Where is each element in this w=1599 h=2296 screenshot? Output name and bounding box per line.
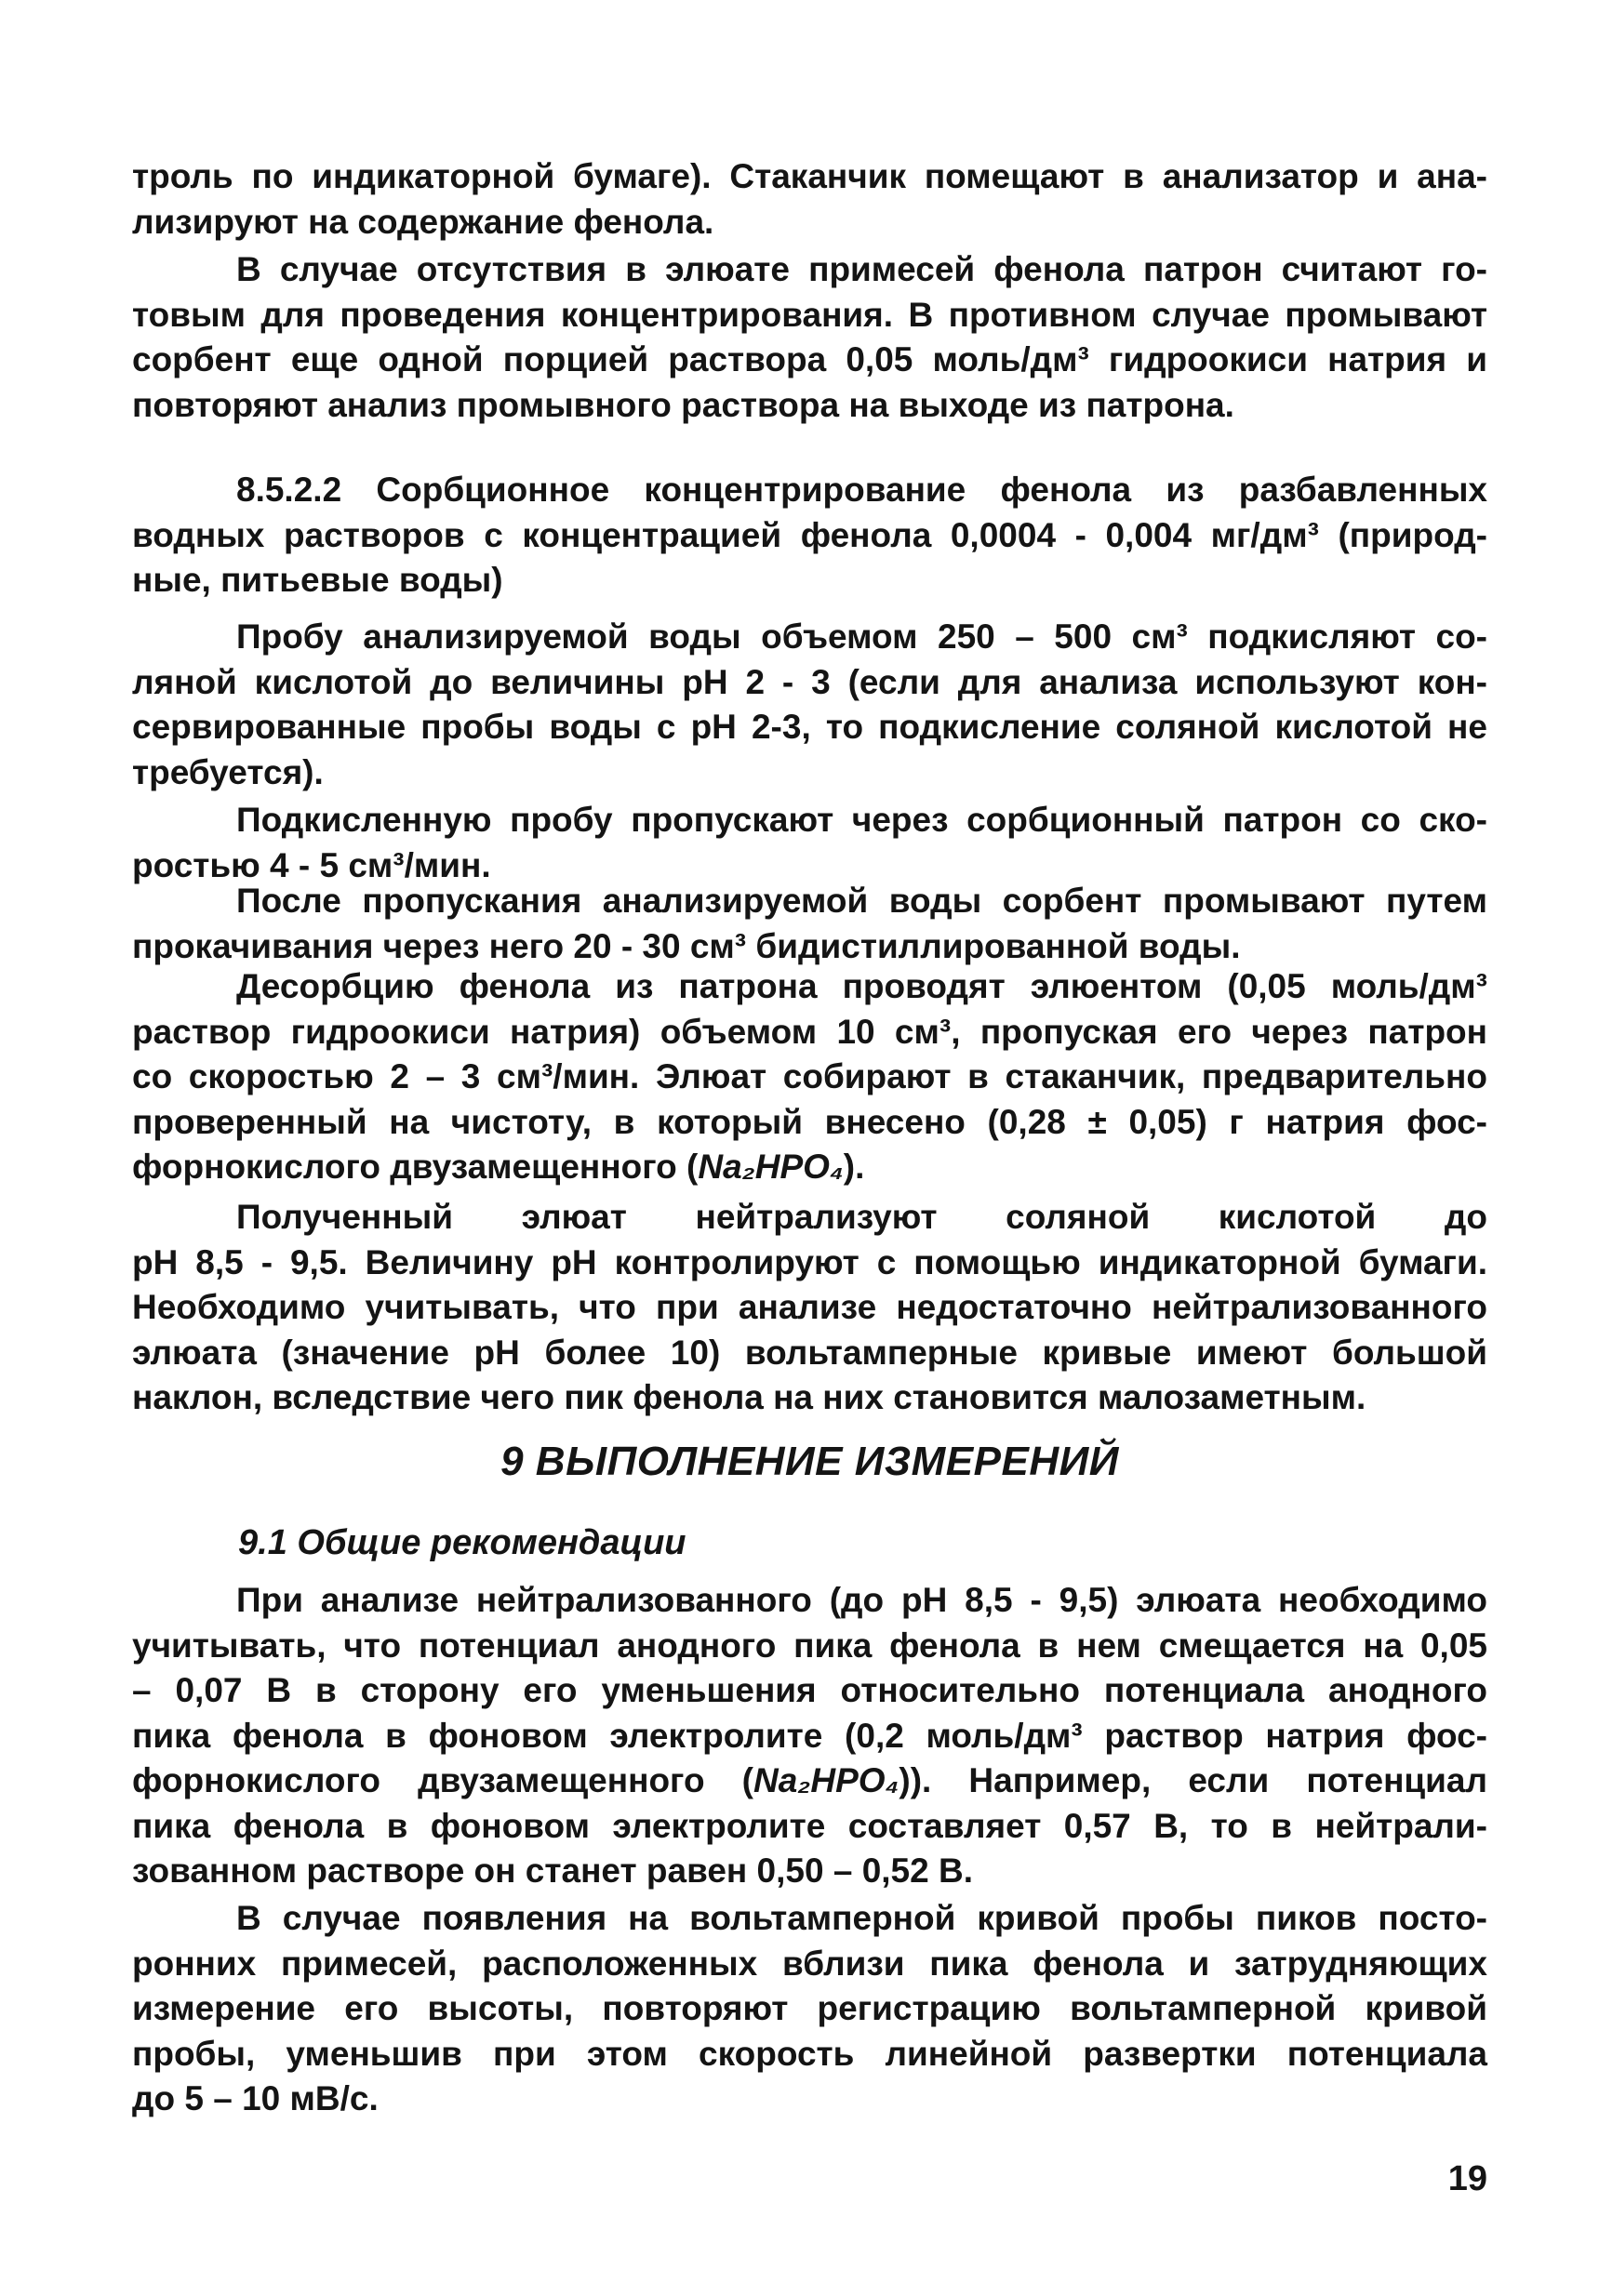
text-line: элюата (значение рН более 10) вольтамперные кривые имеют большой [132,1333,1487,1372]
text-line: пика фенола в фоновом электролите составляет 0,57 В, то в нейтрали- [132,1806,1487,1845]
text-line: троль по индикаторной бумаге). Стаканчик помещают в анализатор и ана- [132,157,1487,195]
text-line: сервированные пробы воды с рН 2-3, то подкисление соляной кислотой не [132,708,1487,746]
paragraph [132,1195,1487,1421]
text-line: пика фенола в фоновом электролите (0,2 моль/дм³ раствор натрия фос- [132,1716,1487,1755]
text-line: учитывать, что потенциал анодного пика фенола в нем смещается на 0,05 [132,1626,1487,1665]
text-line: ляной кислотой до величины рН 2 - 3 (если для анализа используют кон- [132,662,1487,701]
text-line: лизируют на содержание фенола. [132,202,714,241]
text-line: товым для проведения концентрирования. В противном случае промывают [132,295,1487,334]
text-line: ронних примесей, расположенных вблизи пика фенола и затрудняющих [132,1944,1487,1983]
paragraph [132,879,1487,969]
text-line: – 0,07 В в сторону его уменьшения относительно потенциала анодного [132,1671,1487,1709]
paragraph [132,964,1487,1190]
text-line: до 5 – 10 мВ/с. [132,2079,379,2117]
text-line: В случае появления на вольтамперной кривой пробы пиков посто- [236,1899,1487,1937]
text-line: зованном растворе он станет равен 0,50 – 0,52 В. [132,1851,973,1890]
text-segment: форнокислого двузамещенного ( [132,1148,699,1186]
text-line: Полученный элюат нейтрализуют соляной кислотой до [236,1198,1487,1236]
text-line: рН 8,5 - 9,5. Величину рН контролируют с помощью индикаторной бумаги. [132,1242,1487,1281]
text-line: 8.5.2.2 Сорбционное концентрирование фенола из разбавленных [236,471,1487,509]
paragraph [132,154,1487,245]
text-line: наклон, вследствие чего пик фенола на них становится малозаметным. [132,1378,1366,1416]
text-line: со скоростью 2 – 3 см³/мин. Элюат собирают в стаканчик, предварительно [132,1057,1487,1095]
text-line: Необходимо учитывать, что при анализе недостаточно нейтрализованного [132,1288,1487,1326]
paragraph [132,247,1487,428]
text-line: сорбент еще одной порцией раствора 0,05 моль/дм³ гидроокиси натрия и [132,340,1487,378]
text-segment: )). Например, если потенциал [899,1761,1487,1799]
text-segment: ). [843,1148,865,1186]
text-line: требуется). [132,752,324,791]
text-line: повторяют анализ промывного раствора на выходе из патрона. [132,385,1234,424]
text-line: раствор гидроокиси натрия) объемом 10 см³, пропуская его через патрон [132,1012,1487,1051]
text-line: ные, питьевые воды) [132,561,503,599]
page-number: 19 [1447,2159,1487,2198]
text-line: проверенный на чистоту, в который внесено (0,28 ± 0,05) г натрия фос- [132,1102,1487,1141]
text-line: пробы, уменьшив при этом скорость линейной развертки потенциала [132,2034,1487,2073]
chemical-formula: Na₂HPO₄ [698,1148,844,1186]
text-line: Пробу анализируемой воды объемом 250 – 500 см³ подкисляют со- [236,617,1487,656]
text-line: При анализе нейтрализованного (до рН 8,5 - 9,5) элюата необходимо [236,1581,1487,1619]
paragraph [132,615,1487,795]
section-heading: 9 ВЫПОЛНЕНИЕ ИЗМЕРЕНИЙ [500,1439,1119,1484]
text-line [132,1145,1487,1190]
paragraph [132,1896,1487,2122]
text-segment: форнокислого двузамещенного ( [132,1761,753,1799]
subsection-heading: 9.1 Общие рекомендации [238,1523,686,1562]
text-line: В случае отсутствия в элюате примесей фенола патрон считают го- [236,250,1487,288]
text-line: ростью 4 - 5 см³/мин. [132,845,491,884]
paragraph [132,468,1487,604]
text-line: прокачивания через него 20 - 30 см³ бидистиллированной воды. [132,926,1241,965]
text-line: После пропускания анализируемой воды сорбент промывают путем [236,882,1487,920]
chemical-formula: Na₂HPO₄ [753,1761,899,1799]
text-line: Десорбцию фенола из патрона проводят элюентом (0,05 моль/дм³ [236,967,1487,1005]
text-line: измерение его высоты, повторяют регистрацию вольтамперной кривой [132,1989,1487,2027]
text-line: водных растворов с концентрацией фенола 0,0004 - 0,004 мг/дм³ (природ- [132,515,1487,554]
paragraph [132,798,1487,888]
paragraph [132,1578,1487,1894]
text-line: Подкисленную пробу пропускают через сорбционный патрон со ско- [236,801,1487,839]
text-line [132,1758,1487,1804]
